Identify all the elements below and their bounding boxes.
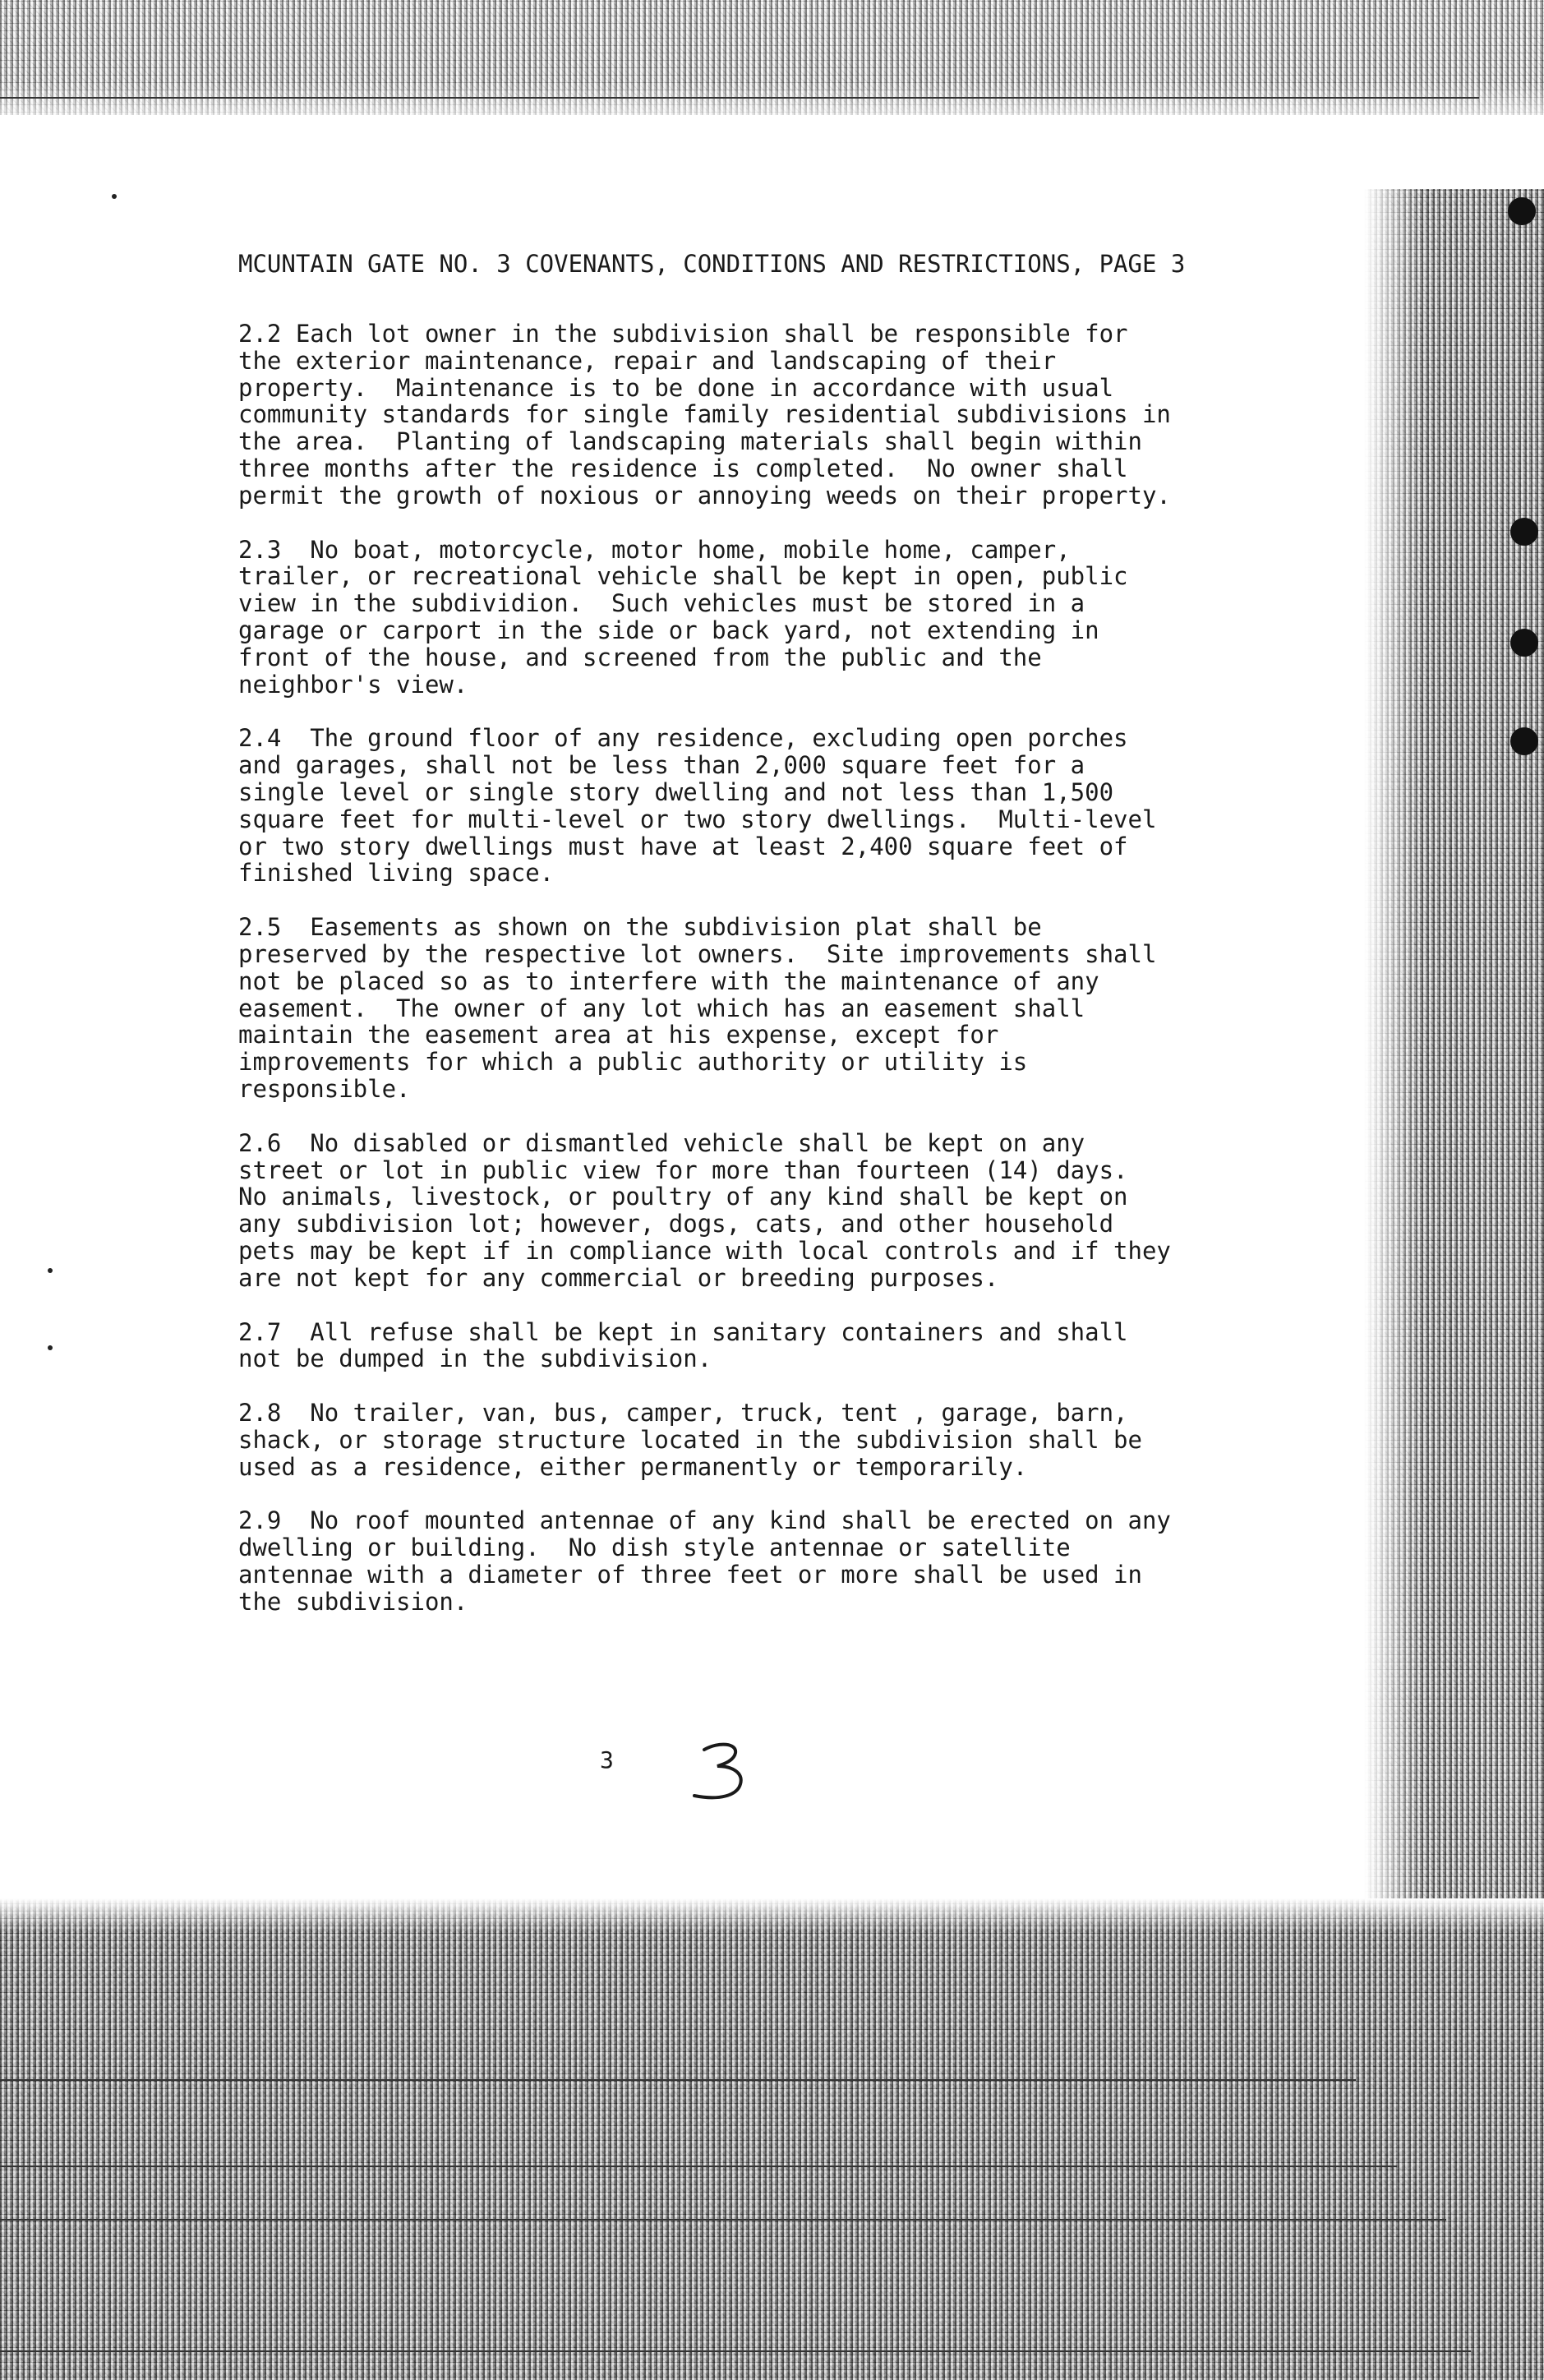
document-header: MCUNTAIN GATE NO. 3 COVENANTS, CONDITIONS AND RESTRICTIONS, PAGE 3 (238, 250, 1186, 278)
binder-hole-mark (1510, 727, 1538, 755)
text-line: and garages, shall not be less than 2,000 square feet for a (238, 751, 1085, 780)
text-line: pets may be kept if in compliance with local controls and if they (238, 1236, 1171, 1265)
text-line: preserved by the respective lot owners. Site improvements shall (238, 939, 1157, 968)
text-line: 2.7 All refuse shall be kept in sanitary containers and shall (238, 1317, 1128, 1346)
text-line: trailer, or recreational vehicle shall be kept in open, public (238, 562, 1128, 591)
text-line: street or lot in public view for more than fourteen (14) days. (238, 1155, 1128, 1184)
text-line: permit the growth of noxious or annoying weeds on their property. (238, 481, 1171, 510)
text-line: improvements for which a public authority or utility is (238, 1048, 1028, 1077)
text-line: 2.5 Easements as shown on the subdivision plat shall be (238, 913, 1042, 942)
text-line: antennae with a diameter of three feet or more shall be used in (238, 1561, 1142, 1589)
text-line: any subdivision lot; however, dogs, cats, and other household (238, 1210, 1114, 1238)
page-number: 3 (600, 1746, 614, 1773)
text-line: No animals, livestock, or poultry of any kind shall be kept on (238, 1183, 1128, 1211)
text-line: neighbor's view. (238, 670, 468, 699)
text-line: maintain the easement area at his expense, except for (238, 1021, 999, 1049)
text-line: 2.6 No disabled or dismantled vehicle shall be kept on any (238, 1128, 1085, 1157)
section-2-5 (238, 914, 1323, 1103)
section-2-6 (238, 1130, 1323, 1292)
text-line: square feet for multi-level or two story dwellings. Multi-level (238, 805, 1157, 833)
scan-line (0, 2166, 1397, 2167)
text-line: view in the subdividion. Such vehicles must be stored in a (238, 589, 1085, 618)
scan-noise-bottom (0, 1898, 1544, 2380)
text-line: three months after the residence is completed. No owner shall (238, 454, 1128, 482)
paragraph-list (238, 321, 1323, 1616)
binder-hole-mark (1508, 197, 1536, 225)
text-line: the subdivision. (238, 1587, 468, 1616)
section-2-4 (238, 725, 1323, 887)
stray-dot (112, 194, 117, 199)
scan-line (0, 2350, 1471, 2352)
text-line: the exterior maintenance, repair and landscaping of their (238, 346, 1057, 375)
text-line: or two story dwellings must have at least 2,400 square feet of (238, 832, 1128, 860)
binder-hole-mark (1510, 518, 1538, 546)
text-line: easement. The owner of any lot which has an easement shall (238, 994, 1085, 1022)
text-line: not be placed so as to interfere with the maintenance of any (238, 966, 1099, 995)
text-line: 2.3 No boat, motorcycle, motor home, mobile home, camper, (238, 535, 1071, 564)
stray-dot (48, 1345, 53, 1350)
text-line: used as a residence, either permanently or temporarily. (238, 1452, 1028, 1481)
text-line: 2.4 The ground floor of any residence, excluding open porches (238, 724, 1128, 753)
text-line: 2.2 Each lot owner in the subdivision shall be responsible for (238, 320, 1128, 348)
stray-dot (48, 1268, 53, 1273)
binder-hole-mark (1510, 629, 1538, 657)
section-2-3 (238, 537, 1323, 699)
text-line: garage or carport in the side or back yard, not extending in (238, 616, 1099, 644)
scan-noise-bottom-fade (0, 1898, 1544, 1931)
scan-line (0, 97, 1479, 99)
text-line: 2.8 No trailer, van, bus, camper, truck, tent , garage, barn, (238, 1399, 1128, 1428)
text-line: front of the house, and screened from the public and the (238, 643, 1042, 671)
scan-line (0, 2079, 1356, 2081)
handwritten-page-number (686, 1738, 760, 1804)
text-line: responsible. (238, 1074, 411, 1103)
scan-noise-right-fade (1364, 189, 1422, 2079)
text-line: community standards for single family residential subdivisions in (238, 400, 1171, 429)
section-2-8 (238, 1400, 1323, 1480)
text-line: shack, or storage structure located in the subdivision shall be (238, 1425, 1142, 1454)
text-line: property. Maintenance is to be done in accordance with usual (238, 373, 1114, 402)
section-2-9 (238, 1507, 1323, 1615)
text-line: not be dumped in the subdivision. (238, 1345, 712, 1373)
text-line: finished living space. (238, 859, 555, 888)
text-line: dwelling or building. No dish style antennae or satellite (238, 1534, 1071, 1562)
text-line: single level or single story dwelling and not less than 1,500 (238, 777, 1114, 806)
section-2-7 (238, 1319, 1323, 1373)
text-line: are not kept for any commercial or breeding purposes. (238, 1263, 999, 1292)
scan-noise-top-fade (0, 82, 1544, 131)
text-line: the area. Planting of landscaping materials shall begin within (238, 427, 1142, 456)
text-line: 2.9 No roof mounted antennae of any kind shall be erected on any (238, 1506, 1171, 1535)
scan-line (0, 2219, 1446, 2221)
document-page (238, 251, 1323, 1643)
section-2-2 (238, 321, 1323, 510)
